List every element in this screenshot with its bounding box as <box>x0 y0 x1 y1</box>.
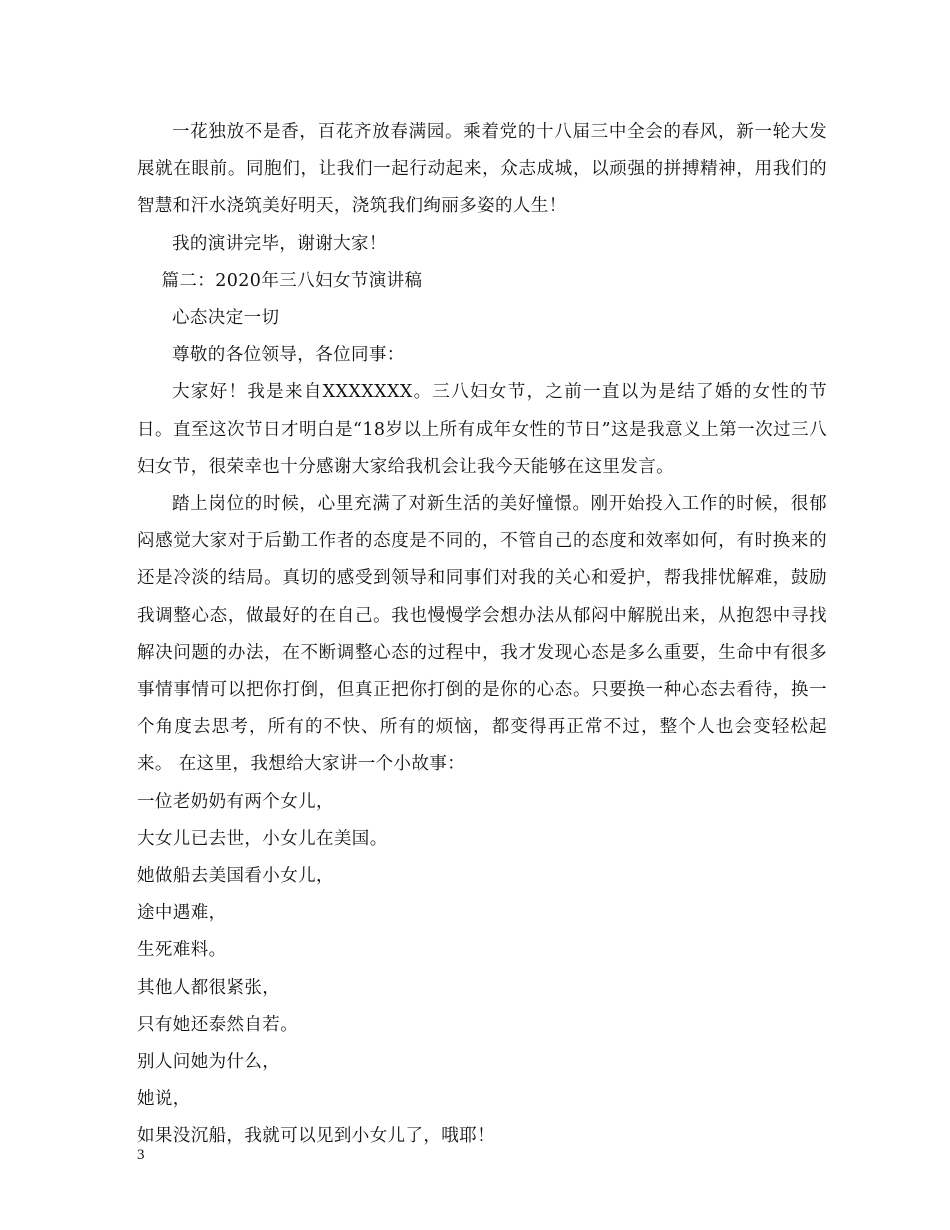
story-line: 一位老奶奶有两个女儿， <box>137 791 334 812</box>
story-line: 别人问她为什么， <box>137 1052 281 1073</box>
body-paragraph: 踏上岗位的时候，心里充满了对新生活的美好憧憬。刚开始投入工作的时候，很郁闷感觉大家对于后勤工作者的态度是不同的，不管自己的态度和效率如何，有时换来的还是冷淡的结局。真切的感受到领导和同事们对我的关心和爱护，帮我排忧解难，鼓励我调整心态，做最好的在自己。我也慢慢学会想办法从郁闷中解脱出来，从抱怨中寻找解决问题的办法，在不断调整心态的过程中，我才发现心态是多么重要，生命中有很多事情事情可以把你打倒，但真正把你打倒的是你的心态。只要换一种心态去看待，换一个角度去思考，所有的不快、所有的烦恼，都变得再正常不过，整个人也会变轻松起来。 在这里，我想给大家讲一个小故事： <box>137 494 827 775</box>
story-line: 大女儿已去世，小女儿在美国。 <box>137 828 388 849</box>
speech-end-line: 我的演讲完毕，谢谢大家！ <box>172 233 387 254</box>
closing-paragraph: 一花独放不是香，百花齐放春满园。乘着党的十八届三中全会的春风，新一轮大发展就在眼前。同胞们，让我们一起行动起来，众志成城，以顽强的拼搏精神，用我们的智慧和汗水浇筑美好明天，浇筑我们绚丽多姿的人生！ <box>137 122 827 217</box>
document-body <box>137 114 827 1156</box>
speech-title: 心态决定一切 <box>172 308 280 329</box>
story-line: 她做船去美国看小女儿， <box>137 866 334 887</box>
story-line: 途中遇难， <box>137 903 227 924</box>
page-number: 3 <box>137 1147 145 1163</box>
salutation: 尊敬的各位领导，各位同事： <box>172 345 405 366</box>
story-line: 如果没沉船，我就可以见到小女儿了，哦耶！ <box>137 1126 495 1147</box>
story-line: 生死难料。 <box>137 940 227 961</box>
section-heading: 篇二：2020年三八妇女节演讲稿 <box>161 270 423 291</box>
intro-paragraph: 大家好！我是来自XXXXXXX。三八妇女节，之前一直以为是结了婚的女性的节日。直至这次节日才明白是“18岁以上所有成年女性的节日”这是我意义上第一次过三八妇女节，很荣幸也十分感谢大家给我机会让我今天能够在这里发言。 <box>137 382 827 477</box>
story-line: 只有她还泰然自若。 <box>137 1014 299 1035</box>
story-line: 其他人都很紧张， <box>137 977 281 998</box>
story-line: 她说， <box>137 1089 191 1110</box>
